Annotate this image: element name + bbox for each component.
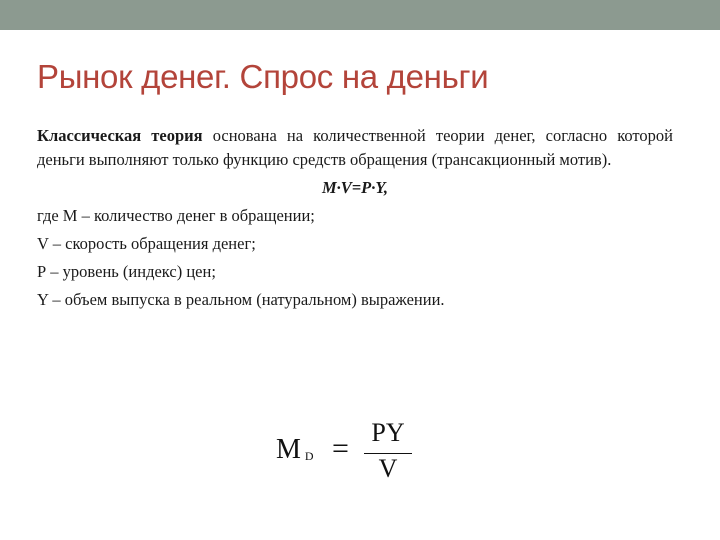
formula-numerator: PY	[371, 418, 405, 447]
definition-y: Y – объем выпуска в реальном (натуральном) выражении.	[37, 290, 445, 309]
formula-denominator: V	[378, 454, 398, 483]
formula-equals-sign: =	[332, 432, 349, 465]
definition-p: Р – уровень (индекс) цен;	[37, 262, 216, 281]
formula-lhs-subscript: D	[304, 449, 314, 463]
slide-title: Рынок денег. Спрос на деньги	[37, 58, 489, 95]
definition-v: V – скорость обращения денег;	[37, 234, 256, 253]
intro-paragraph	[37, 124, 673, 172]
top-decorative-band	[0, 0, 720, 30]
intro-term: Классическая теория	[37, 126, 203, 145]
exchange-equation: M·V=P·Y,	[321, 178, 389, 197]
intro-text: основана на количественной теории денег, согласно которой деньги выполняют только функцию средств обращения (трансакционный мотив).	[37, 126, 673, 169]
formula-lhs-symbol: M	[276, 434, 301, 465]
formula-lhs	[276, 434, 314, 466]
slide-body	[37, 124, 673, 312]
definition-m: где М – количество денег в обращении;	[37, 206, 315, 225]
